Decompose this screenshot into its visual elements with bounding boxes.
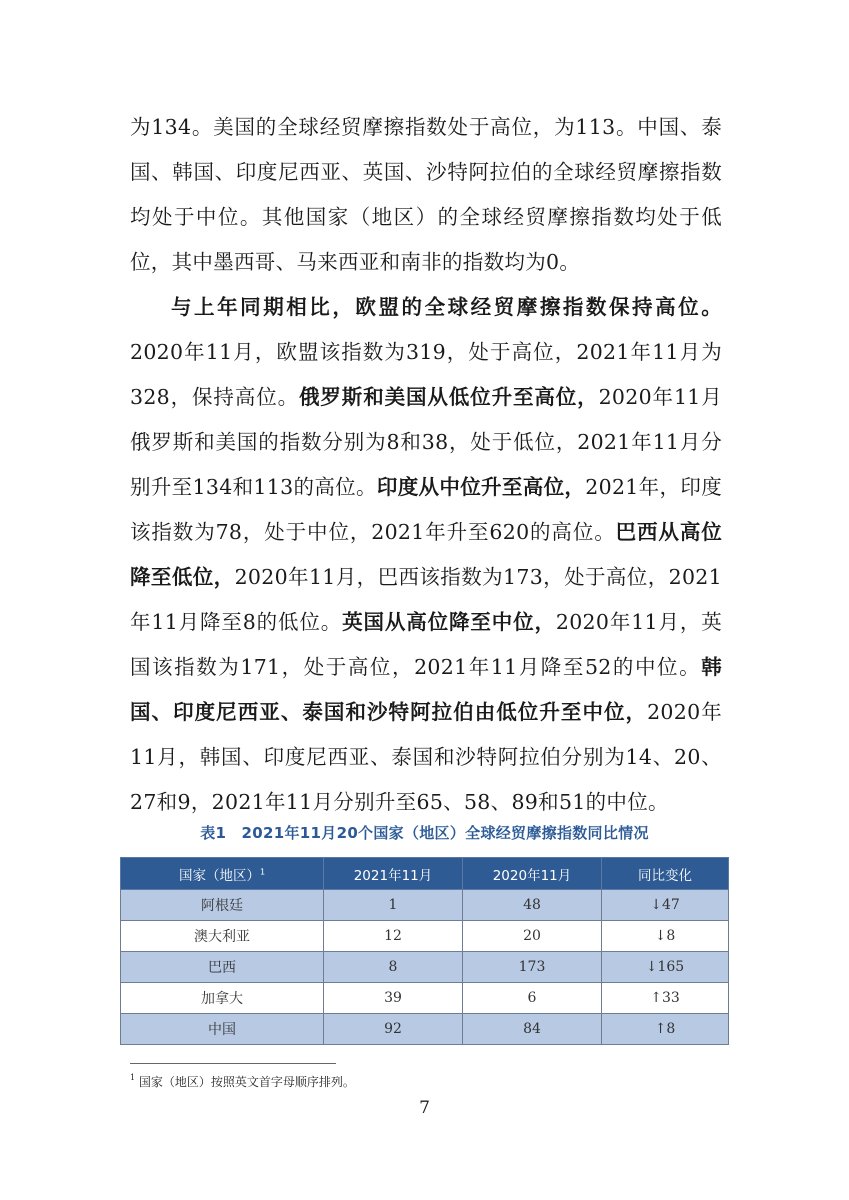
table-cell: 8: [324, 952, 463, 983]
p2-segment: 韩国、印度尼西亚、泰国和沙特阿拉伯由低位升至中位，: [130, 655, 722, 724]
table-cell: 48: [463, 890, 602, 921]
table-cell: 1: [324, 890, 463, 921]
p2-segment: 2020年11月俄罗斯和美国的指数分别为8和38，处于低位，2021年11月分别升至134和113的高位。: [130, 385, 723, 499]
p2-segment: 俄罗斯和美国从低位升至高位，: [299, 385, 599, 409]
p2-segment: 印度从中位升至高位，: [376, 475, 586, 499]
p2-segment: 2020年11月，英国该指数为171，处于高位，2021年11月降至52的中位。: [130, 610, 722, 679]
table-cell: 173: [463, 952, 602, 983]
table-cell: 澳大利亚: [121, 921, 324, 952]
table-cell: 92: [324, 1014, 463, 1045]
change-cell: ↓8: [602, 921, 729, 952]
table-row: [121, 983, 729, 1014]
p2-segment: 2020年11月，巴西该指数为173，处于高位，2021年11月降至8的低位。: [130, 565, 722, 634]
paragraph-2: [130, 285, 722, 825]
p2-segment: 巴西从高位降至低位，: [130, 520, 723, 589]
table-caption: 表1 2021年11月20个国家（地区）全球经贸摩擦指数同比情况: [200, 824, 649, 842]
change-cell: ↓165: [602, 952, 729, 983]
friction-index-table: [120, 857, 729, 1045]
table-row: [121, 952, 729, 983]
column-header: 2021年11月: [324, 858, 463, 890]
table-row: [121, 1014, 729, 1045]
column-header: [121, 858, 324, 890]
footnote: [130, 1073, 355, 1090]
footnote-text: 国家（地区）按照英文首字母顺序排列。: [138, 1075, 355, 1089]
footnote-marker: 1: [259, 867, 266, 876]
column-header: 2020年11月: [463, 858, 602, 890]
table-cell: 39: [324, 983, 463, 1014]
p2-segment: 2020年11月，欧盟该指数为319，处于高位，2021年11月为328，保持高位。: [130, 340, 722, 409]
column-header-label: 国家（地区）: [178, 867, 260, 884]
table-header-row: [121, 858, 729, 890]
table-cell: 阿根廷: [121, 890, 324, 921]
p2-segment: 2021年，印度该指数为78，处于中位，2021年升至620的高位。: [130, 475, 722, 544]
table-cell: 84: [463, 1014, 602, 1045]
change-cell: ↓47: [602, 890, 729, 921]
paragraph-1: 为134。美国的全球经贸摩擦指数处于高位，为113。中国、泰国、韩国、印度尼西亚、英国、沙特阿拉伯的全球经贸摩擦指数均处于中位。其他国家（地区）的全球经贸摩擦指数均处于低位，其中墨西哥、马来西亚和南非的指数均为0。: [130, 115, 722, 274]
p2-segment: 与上年同期相比，欧盟的全球经贸摩擦指数保持高位。: [171, 295, 722, 319]
footnote-mark: 1: [130, 1073, 136, 1082]
table-cell: 加拿大: [121, 983, 324, 1014]
p2-segment: 英国从高位降至中位，: [342, 610, 556, 634]
page-number: 7: [419, 1098, 430, 1118]
table-cell: 20: [463, 921, 602, 952]
table-row: [121, 890, 729, 921]
table-cell: 中国: [121, 1014, 324, 1045]
change-cell: ↑8: [602, 1014, 729, 1045]
footnote-divider: [130, 1063, 336, 1064]
table-cell: 12: [324, 921, 463, 952]
table-cell: 巴西: [121, 952, 324, 983]
body-text: [130, 105, 722, 825]
table-cell: 6: [463, 983, 602, 1014]
change-cell: ↑33: [602, 983, 729, 1014]
p2-segment: 2020年11月，韩国、印度尼西亚、泰国和沙特阿拉伯分别为14、20、27和9，2021年11月分别升至65、58、89和51的中位。: [130, 700, 722, 814]
column-header: 同比变化: [602, 858, 729, 890]
table-row: [121, 921, 729, 952]
